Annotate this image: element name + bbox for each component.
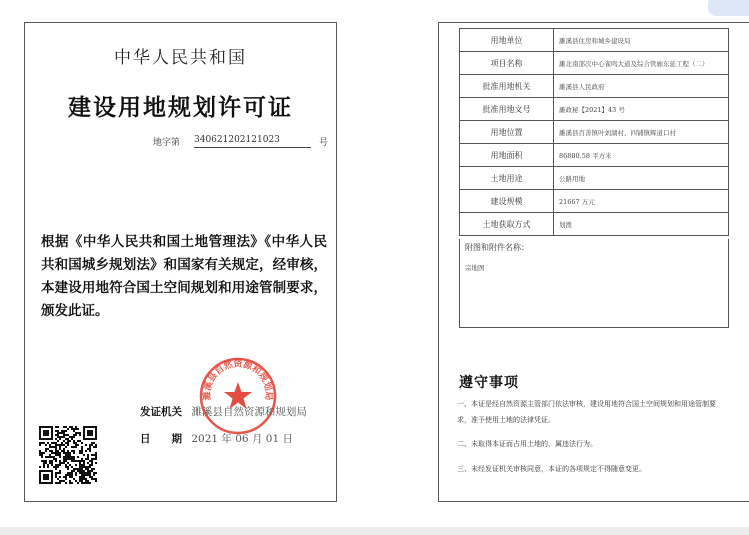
corner-action-button[interactable] [708, 0, 749, 16]
row-key: 项目名称 [460, 52, 554, 75]
issuer-value: 濉溪县自然资源和规划局 [191, 406, 307, 418]
row-value: 濉北南部次中心雀鸣大道及综合管廊东延工程（二） [554, 52, 729, 75]
qr-code-icon [39, 426, 97, 484]
attachments-value: 宗地图 [465, 264, 485, 272]
row-key: 批准用地机关 [460, 75, 554, 98]
seal-text: 濉溪县自然资源和规划局 [202, 359, 274, 401]
date-row [140, 431, 340, 449]
row-value: 86800.58 平方米 [554, 144, 729, 167]
row-key: 用地位置 [460, 121, 554, 144]
table-row [460, 98, 729, 121]
row-value: 濉溪县住房和城乡建设局 [554, 29, 729, 52]
land-info-table [459, 28, 729, 236]
table-row [460, 213, 729, 236]
certificate-number: 340621202121023 [194, 135, 311, 148]
certificate-number-row [153, 135, 333, 151]
row-value: 划拨 [554, 213, 729, 236]
number-prefix: 地字第 [153, 138, 181, 148]
table-row [460, 75, 729, 98]
row-value: 濉政秘【2021】43 号 [554, 98, 729, 121]
table-row [460, 52, 729, 75]
date-label: 日 期 [140, 433, 182, 445]
official-seal [198, 356, 278, 436]
row-value: 21667 万元 [554, 190, 729, 213]
row-value: 公路用地 [554, 167, 729, 190]
attachments-box [459, 239, 729, 328]
row-key: 建设规模 [460, 190, 554, 213]
table-row [460, 167, 729, 190]
table-row [460, 190, 729, 213]
row-key: 土地用途 [460, 167, 554, 190]
row-key: 土地获取方式 [460, 213, 554, 236]
row-key: 批准用地文号 [460, 98, 554, 121]
table-row [460, 121, 729, 144]
row-key: 用地单位 [460, 29, 554, 52]
attachments-label: 附图和附件名称： [465, 243, 529, 252]
issuer-label: 发证机关 [140, 406, 182, 418]
rules-title: 遵守事项 [459, 375, 519, 391]
viewer-bottom-bar [0, 527, 749, 535]
certificate-body-text: 根据《中华人民共和国土地管理法》《中华人民共和国城乡规划法》和国家有关规定，经审核，本建设用地符合国土空间规划和用途管制要求，颁发此证。 [41, 234, 327, 319]
row-key: 用地面积 [460, 144, 554, 167]
country-name: 中华人民共和国 [114, 48, 247, 68]
rule-item: 三、未经发证机关审核同意，本证的各项规定不得随意变更。 [457, 465, 646, 473]
issuer-row [140, 404, 340, 422]
row-value: 濉溪县人民政府 [554, 75, 729, 98]
number-suffix: 号 [319, 138, 329, 148]
rule-item: 二、未取得本证而占用土地的，属违法行为。 [457, 440, 597, 448]
certificate-back-page [438, 22, 749, 502]
table-row [460, 29, 729, 52]
date-value: 2021 年 06 月 01 日 [191, 433, 293, 445]
table-row [460, 144, 729, 167]
row-value: 濉溪县百善镇叶刘湖村、四铺镇辉道口村 [554, 121, 729, 144]
rule-item: 一、本证是经自然资源主管部门依法审核，建设用地符合国土空间规划和用途管制要求，准予使用土地的法律凭证。 [457, 400, 716, 424]
certificate-title: 建设用地规划许可证 [68, 94, 293, 121]
certificate-front-page [24, 22, 337, 502]
